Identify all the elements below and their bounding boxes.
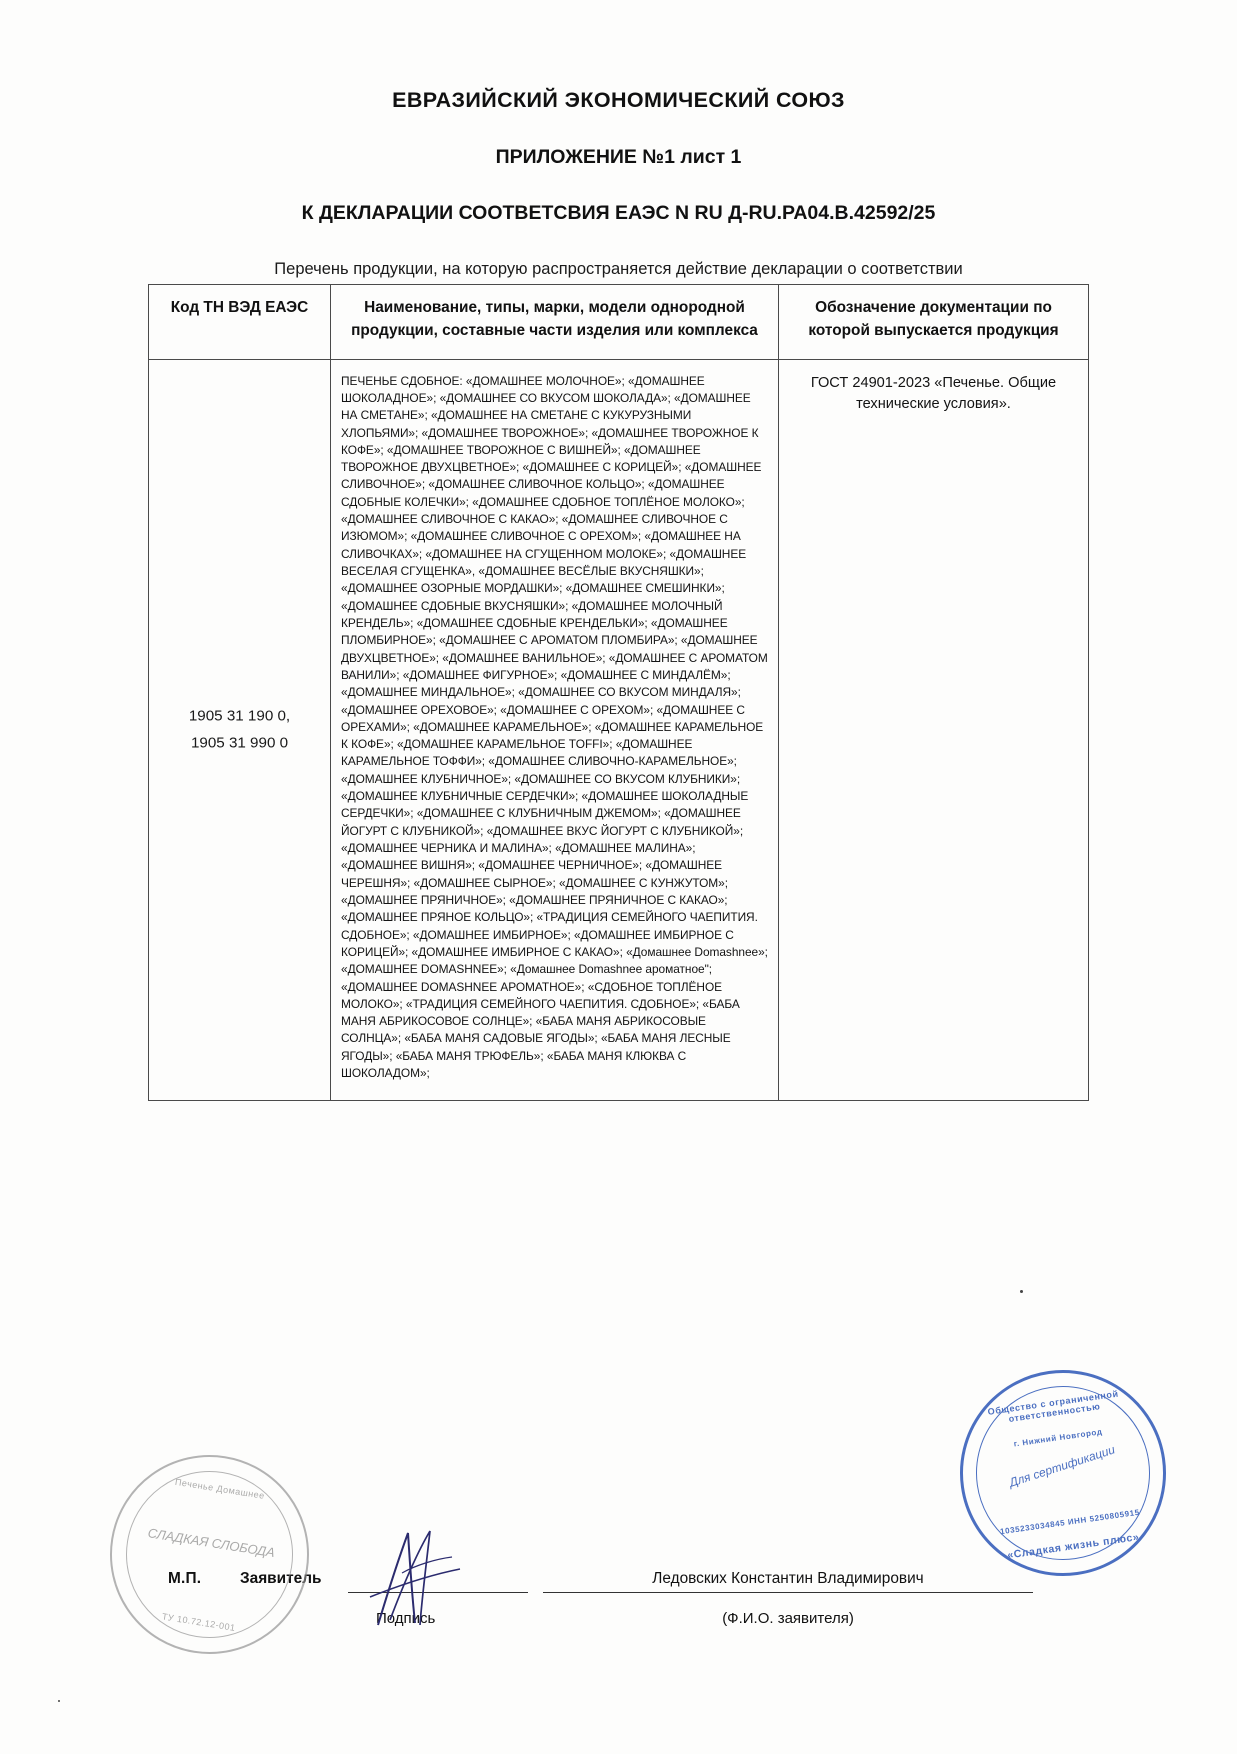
table-header-row [149, 285, 1089, 360]
cell-documentation: ГОСТ 24901-2023 «Печенье. Общие технические условия». [779, 359, 1089, 1101]
cell-product-names: ПЕЧЕНЬЕ СДОБНОЕ: «ДОМАШНЕЕ МОЛОЧНОЕ»; «ДОМАШНЕЕ ШОКОЛАДНОЕ»; «ДОМАШНЕЕ СО ВКУСОМ ШОКОЛАДА»; «ДОМАШНЕЕ НА СМЕТАНЕ»; «ДОМАШНЕЕ НА СМЕТАНЕ С КУКУРУЗНЫМИ ХЛОПЬЯМИ»; «ДОМАШНЕЕ ТВОРОЖНОЕ»; «ДОМАШНЕЕ ТВОРОЖНОЕ К КОФЕ»; «ДОМАШНЕЕ ТВОРОЖНОЕ С ВИШНЕЙ»; «ДОМАШНЕЕ ТВОРОЖНОЕ ДВУХЦВЕТНОЕ»; «ДОМАШНЕЕ С КОРИЦЕЙ»; «ДОМАШНЕЕ СЛИВОЧНОЕ»; «ДОМАШНЕЕ СЛИВОЧНОЕ КОЛЬЦО»; «ДОМАШНЕЕ СДОБНЫЕ КОЛЕЧКИ»; «ДОМАШНЕЕ СДОБНОЕ ТОПЛЁНОЕ МОЛОКО»; «ДОМАШНЕЕ СЛИВОЧНОЕ С КАКАО»; «ДОМАШНЕЕ СЛИВОЧНОЕ С ИЗЮМОМ»; «ДОМАШНЕЕ СЛИВОЧНОЕ С ОРЕХОМ»; «ДОМАШНЕЕ НА СЛИВОЧКАХ»; «ДОМАШНЕЕ НА СГУЩЕННОМ МОЛОКЕ»; «ДОМАШНЕЕ ВЕСЕЛАЯ СГУЩЕНКА», «ДОМАШНЕЕ ВЕСЁЛЫЕ ВКУСНЯШКИ»; «ДОМАШНЕЕ ОЗОРНЫЕ МОРДАШКИ»; «ДОМАШНЕЕ СМЕШИНКИ»; «ДОМАШНЕЕ СДОБНЫЕ ВКУСНЯШКИ»; «ДОМАШНЕЕ МОЛОЧНЫЙ КРЕНДЕЛЬ»; «ДОМАШНЕЕ СДОБНЫЕ КРЕНДЕЛЬКИ»; «ДОМАШНЕЕ ПЛОМБИРНОЕ»; «ДОМАШНЕЕ С АРОМАТОМ ПЛОМБИРА»; «ДОМАШНЕЕ ДВУХЦВЕТНОЕ»; «ДОМАШНЕЕ ВАНИЛЬНОЕ»; «ДОМАШНЕЕ С АРОМАТОМ ВАНИЛИ»; «ДОМАШНЕЕ ФИГУРНОЕ»; «ДОМАШНЕЕ С МИНДАЛЁМ»; «ДОМАШНЕЕ МИНДАЛЬНОЕ»; «ДОМАШНЕЕ СО ВКУСОМ МИНДАЛЯ»; «ДОМАШНЕЕ ОРЕХОВОЕ»; «ДОМАШНЕЕ С ОРЕХОМ»; «ДОМАШНЕЕ С ОРЕХАМИ»; «ДОМАШНЕЕ КАРАМЕЛЬНОЕ»; «ДОМАШНЕЕ КАРАМЕЛЬНОЕ К КОФЕ»; «ДОМАШНЕЕ КАРАМЕЛЬНОЕ TOFFI»; «ДОМАШНЕЕ КАРАМЕЛЬНОЕ ТОФФИ»; «ДОМАШНЕЕ СЛИВОЧНО-КАРАМЕЛЬНОЕ»; «ДОМАШНЕЕ КЛУБНИЧНОЕ»; «ДОМАШНЕЕ СО ВКУСОМ КЛУБНИКИ»; «ДОМАШНЕЕ КЛУБНИЧНЫЕ СЕРДЕЧКИ»; «ДОМАШНЕЕ ШОКОЛАДНЫЕ СЕРДЕЧКИ»; «ДОМАШНЕЕ С КЛУБНИЧНЫМ ДЖЕМОМ»; «ДОМАШНЕЕ ЙОГУРТ С КЛУБНИКОЙ»; «ДОМАШНЕЕ ВКУС ЙОГУРТ С КЛУБНИКОЙ»; «ДОМАШНЕЕ ЧЕРНИКА И МАЛИНА»; «ДОМАШНЕЕ МАЛИНА»; «ДОМАШНЕЕ ВИШНЯ»; «ДОМАШНЕЕ ЧЕРНИЧНОЕ»; «ДОМАШНЕЕ ЧЕРЕШНЯ»; «ДОМАШНЕЕ СЫРНОЕ»; «ДОМАШНЕЕ С КУНЖУТОМ»; «ДОМАШНЕЕ ПРЯНИЧНОЕ»; «ДОМАШНЕЕ ПРЯНИЧНОЕ С КАКАО»; «ДОМАШНЕЕ ПРЯНОЕ КОЛЬЦО»; «ТРАДИЦИЯ СЕМЕЙНОГО ЧАЕПИТИЯ. СДОБНОЕ»; «ДОМАШНЕЕ ИМБИРНОЕ»; «ДОМАШНЕЕ ИМБИРНОЕ С КОРИЦЕЙ»; «ДОМАШНЕЕ ИМБИРНОЕ С КАКАО»; «Домашнее Domashnee»; «ДОМАШНЕЕ DOMASHNEE»; «Домашнее Domashnee ароматное"; «ДОМАШНЕЕ DOMASHNEE АРОМАТНОЕ»; «СДОБНОЕ ТОПЛЁНОЕ МОЛОКО»; «ТРАДИЦИЯ СЕМЕЙНОГО ЧАЕПИТИЯ. СДОБНОЕ»; «БАБА МАНЯ АБРИКОСОВОЕ СОЛНЦЕ»; «БАБА МАНЯ АБРИКОСОВЫЕ СОЛНЦА»; «БАБА МАНЯ САДОВЫЕ ЯГОДЫ»; «БАБА МАНЯ ЛЕСНЫЕ ЯГОДЫ»; «БАБА МАНЯ ТРЮФЕЛЬ»; «БАБА МАНЯ КЛЮКВА С ШОКОЛАДОМ»; [331, 359, 779, 1101]
signature-caption: Подпись [376, 1610, 436, 1627]
cell-code-text: 1905 31 190 0, 1905 31 990 0 [188, 707, 291, 751]
declarant-label: Заявитель [240, 1570, 322, 1587]
table-body [149, 359, 1089, 1101]
seal-ring-top: Общество с ограниченной ответственностью [987, 1388, 1120, 1424]
page-title-appendix: ПРИЛОЖЕНИЕ №1 лист 1 [495, 146, 742, 168]
page-title-union: ЕВРАЗИЙСКИЙ ЭКОНОМИЧЕСКИЙ СОЮЗ [392, 88, 845, 112]
page-title-declaration: К ДЕКЛАРАЦИИ СООТВЕТСВИЯ ЕАЭС N RU Д-RU.РА04.В.42592/25 [301, 202, 936, 224]
column-header-code: Код ТН ВЭД ЕАЭС [149, 285, 331, 360]
product-table [148, 284, 1089, 1101]
page-speck [1020, 1290, 1023, 1293]
seal-ogrn: 1035233034845 ИНН 5250805915 [999, 1507, 1141, 1537]
product-table-wrapper [148, 284, 1088, 1101]
column-header-docs: Обозначение документации по которой выпускается продукция [779, 285, 1089, 360]
table-header [149, 285, 1089, 360]
declarant-name: Ледовских Константин Владимирович [652, 1570, 924, 1587]
column-header-names: Наименование, типы, марки, модели однородной продукции, составные части изделия или комплекса [331, 285, 779, 360]
seal-ring-mid: г. Нижний Новгород [1013, 1427, 1103, 1449]
table-row [149, 359, 1089, 1101]
company-seal-blue [947, 1357, 1180, 1590]
grey-seal-ring-bottom: ТУ 10.72.12-001 [161, 1611, 237, 1633]
seal-center-text: Для сертификации [1007, 1442, 1117, 1490]
fio-caption: (Ф.И.О. заявителя) [722, 1610, 854, 1627]
cell-code [149, 359, 331, 1101]
seal-ring-bottom: «Сладкая жизнь плюс» [1006, 1531, 1141, 1562]
signature-block [148, 1560, 1088, 1680]
page-speck [58, 1700, 60, 1702]
document-header [0, 0, 1237, 279]
grey-seal-center: СЛАДКАЯ СЛОБОДА [146, 1525, 276, 1561]
stamp-place-label: М.П. [168, 1570, 202, 1587]
grey-seal-ring-top: Печенье Домашнее [174, 1476, 266, 1501]
page-subtitle: Перечень продукции, на которую распространяется действие декларации о соответствии [274, 260, 963, 278]
signature-line [348, 1592, 528, 1593]
name-line [543, 1592, 1033, 1593]
